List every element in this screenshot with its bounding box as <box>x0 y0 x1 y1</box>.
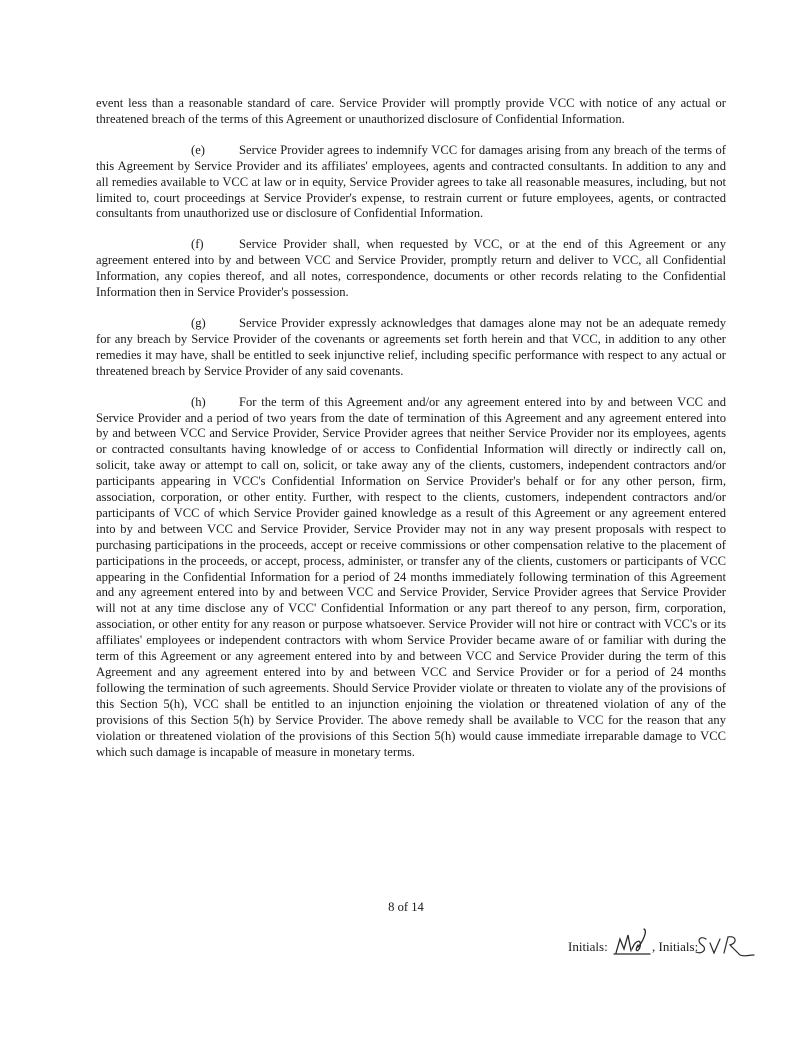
initials-signatures <box>568 925 758 965</box>
paragraph-h-label: (h) <box>191 394 206 409</box>
paragraph-f-label: (f) <box>191 237 204 252</box>
page-number: 8 of 14 <box>388 900 424 914</box>
initials-label-1: Initials: <box>568 939 608 954</box>
paragraph-e-text: Service Provider agrees to indemnify VCC for damages arising from any breach of the terms of this Agreement by Service Provider and its affiliates' employees, agents and contracted consultants. In addition to any and all remedies available to VCC at law or in equity, Service Provider agrees to take all reasonable measures, including, but not limited to, court proceedings at Service Provider's expense, to restrain current or future employees, agents, or contracted consultants from unauthorized use or disclosure of Confidential Information. <box>96 142 726 221</box>
intro-paragraph: event less than a reasonable standard of care. Service Provider will promptly provide VCC with notice of any actual or threatened breach of the terms of this Agreement or unauthorized disclosure of Confidential Information. <box>96 96 726 126</box>
paragraph-g <box>96 316 726 380</box>
initials-signature-1 <box>614 929 650 954</box>
paragraph-g-label: (g) <box>191 315 206 330</box>
paragraph-f-text: Service Provider shall, when requested by VCC, or at the end of this Agreement or any agreement entered into by and between VCC and Service Provider, promptly return and deliver to VCC, all Confidential Information, any copies thereof, and all notes, correspondence, documents or other records relating to the Confidential Information then in Service Provider's possession. <box>96 237 726 300</box>
initials-label-2: , Initials: <box>652 939 699 954</box>
paragraph-h <box>96 395 726 761</box>
paragraph-f <box>96 237 726 301</box>
paragraph-e-label: (e) <box>191 142 205 157</box>
initials-signature-2 <box>696 937 754 956</box>
paragraph-g-text: Service Provider expressly acknowledges that damages alone may not be an adequate remedy for any breach by Service Provider of the covenants or agreements set forth herein and that VCC, in addition to any other remedies it may have, shall be entitled to seek injunctive relief, including specific performance with respect to any actual or threatened breach by Service Provider of any said covenants. <box>96 315 726 378</box>
paragraph-h-text: For the term of this Agreement and/or any agreement entered into by and between VCC and Service Provider and a period of two years from the date of termination of this Agreement and any agreement entered into by and between VCC and Service Provider, Service Provider agrees that neither Service Provider nor its employees, agents or contracted consultants having knowledge of or access to Confidential Information will directly or indirectly call on, solicit, take away or attempt to call on, solicit, or take away any of the clients, customers, independent contractors and/or participants appearing in VCC's Confidential Information on Service Provider's behalf or for any other person, firm, association, corporation, or other entity. Further, with respect to the clients, customers, independent contractors and/or participants of VCC of which Service Provider gained knowledge as a result of this Agreement or any agreement entered into by and between VCC and Service Provider, Service Provider may not in any way present proposals with respect to purchasing participations in the proceeds, accept or receive commissions or other compensation relative to the placement of participations in the proceeds, or accept, process, administer, or transfer any of the clients, customers or participants of VCC appearing in the Confidential Information for a period of 24 months immediately following termination of this Agreement and any agreement entered into by and between VCC and Service Provider, Service Provider agrees that Service Provider will not at any time disclose any of VCC' Confidential Information or any part thereof to any person, firm, corporation, association, or other entity for any reason or purpose whatsoever. Service Provider will not hire or contract with VCC's or its affiliates' employees or independent contractors with whom Service Provider became aware of or familiar with during the term of this Agreement or any agreement entered into by and between VCC and Service Provider during the term of this Agreement and any agreement entered into by and between VCC and Service Provider or for a period of 24 months following the termination of such agreements. Should Service Provider violate or threaten to violate any of the provisions of this Section 5(h), VCC shall be entitled to an injunction enjoining the violation or threatened violation of any of the provisions of this Section 5(h) by Service Provider. The above remedy shall be available to VCC for the reason that any violation or threatened violation of the provisions of this Section 5(h) would cause immediate irreparable damage to VCC which such damage is incapable of measure in monetary terms. <box>96 394 726 759</box>
initials-block <box>568 925 758 965</box>
body-text <box>96 96 726 775</box>
paragraph-e <box>96 143 726 223</box>
